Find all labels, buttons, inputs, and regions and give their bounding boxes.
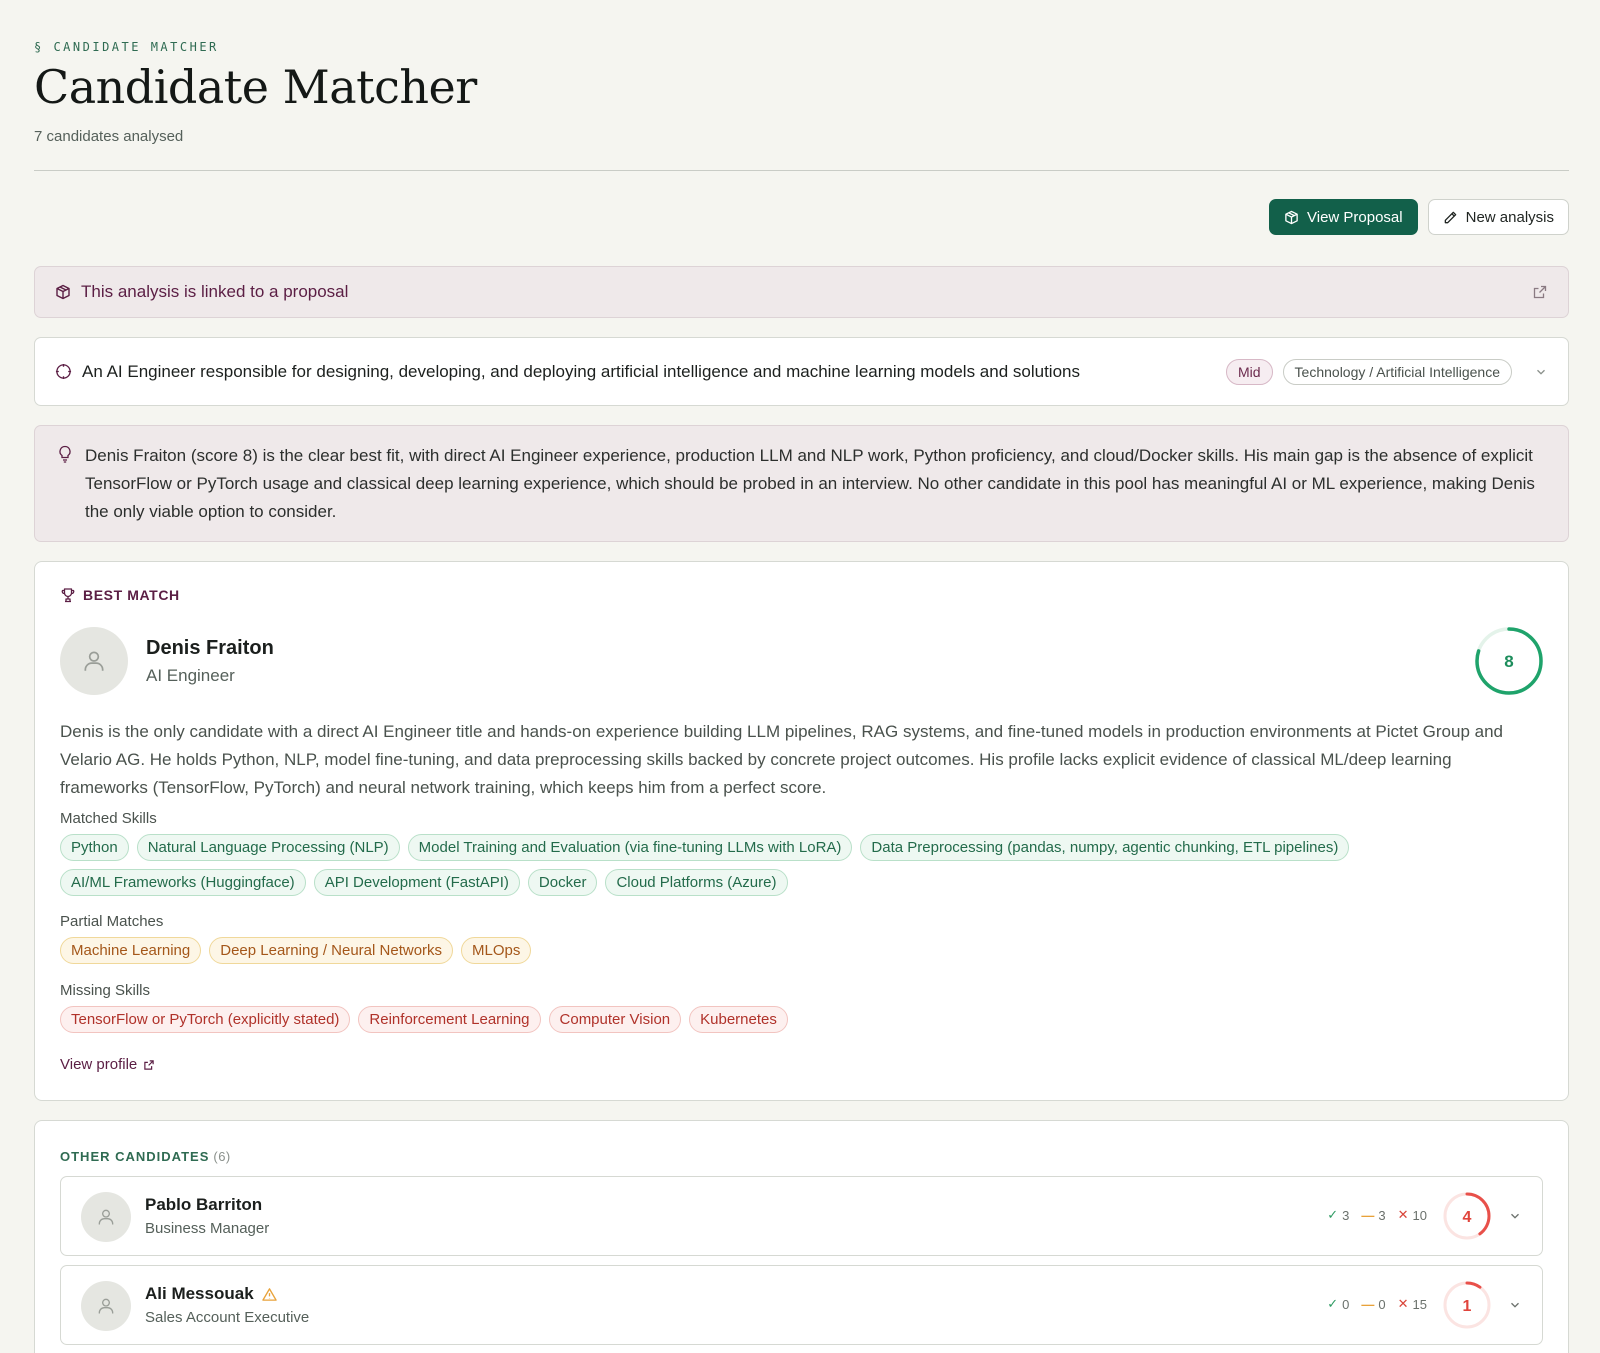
skill-tag: Kubernetes: [689, 1006, 788, 1033]
avatar: [81, 1281, 131, 1331]
user-icon: [96, 1207, 116, 1227]
eyebrow: § CANDIDATE MATCHER: [34, 40, 219, 54]
candidate-name: [145, 1284, 277, 1304]
skill-tag: TensorFlow or PyTorch (explicitly stated): [60, 1006, 350, 1033]
dash-icon: —: [1361, 1207, 1375, 1223]
score-value: 4: [1462, 1209, 1472, 1226]
job-description: An AI Engineer responsible for designing, developing, and deploying artificial intelligence and machine learning models and solutions: [82, 361, 1080, 381]
score-ring: [1442, 1191, 1492, 1241]
skill-tag: AI/ML Frameworks (Huggingface): [60, 869, 306, 896]
candidate-role: Business Manager: [145, 1220, 270, 1237]
proposal-banner-text: This analysis is linked to a proposal: [81, 282, 349, 301]
score-value: 8: [1504, 652, 1514, 671]
dash-icon: —: [1361, 1296, 1375, 1312]
skill-tag: Reinforcement Learning: [358, 1006, 540, 1033]
job-description-bar[interactable]: [34, 337, 1569, 406]
matched-skills-list: [60, 834, 1540, 896]
x-icon: ✕: [1397, 1207, 1409, 1222]
score-ring: [1474, 626, 1544, 696]
missing-skills-label: Missing Skills: [60, 982, 151, 999]
new-analysis-button[interactable]: [1428, 199, 1569, 235]
avatar: [60, 627, 128, 695]
candidate-row[interactable]: [60, 1265, 1543, 1345]
pencil-icon: [1443, 210, 1458, 225]
user-icon: [96, 1296, 116, 1316]
candidate-row[interactable]: [60, 1176, 1543, 1256]
package-icon: [1284, 210, 1299, 225]
skill-tag: Model Training and Evaluation (via fine-tuning LLMs with LoRA): [408, 834, 853, 861]
check-icon: ✓: [1327, 1207, 1339, 1222]
proposal-banner[interactable]: [34, 266, 1569, 318]
package-icon: [55, 284, 71, 300]
view-profile-link[interactable]: [60, 1056, 155, 1073]
skill-tag: Data Preprocessing (pandas, numpy, agentic chunking, ETL pipelines): [860, 834, 1349, 861]
matched-count-value: 0: [1342, 1296, 1350, 1312]
partial-count: [1361, 1296, 1385, 1312]
industry-badge: Technology / Artificial Intelligence: [1283, 359, 1512, 385]
warning-icon: [262, 1287, 277, 1302]
avatar: [81, 1192, 131, 1242]
target-icon: [55, 363, 72, 380]
skill-tag: Machine Learning: [60, 937, 201, 964]
matched-count: [1327, 1207, 1349, 1223]
chevron-down-icon[interactable]: [1508, 1209, 1522, 1223]
candidate-name: Denis Fraiton: [146, 637, 274, 659]
skill-tag: Cloud Platforms (Azure): [605, 869, 787, 896]
skill-tag: Natural Language Processing (NLP): [137, 834, 400, 861]
lightbulb-icon: [57, 445, 73, 463]
partial-matches-label: Partial Matches: [60, 913, 164, 930]
view-proposal-button[interactable]: [1269, 199, 1418, 235]
summary-text: Denis Fraiton (score 8) is the clear best fit, with direct AI Engineer experience, production LLM and NLP work, Python proficiency, and cloud/Docker skills. His main gap is the absence of explicit TensorFlow or PyTorch usage and classical deep learning experience, which should be probed in an interview. No other candidate in this pool has meaningful AI or ML experience, making Denis the only viable option to consider.: [85, 446, 1535, 521]
candidate-name-text: Ali Messouak: [145, 1284, 254, 1303]
page-title: Candidate Matcher: [34, 60, 477, 114]
matched-skills-label: Matched Skills: [60, 810, 157, 827]
skill-tag: Docker: [528, 869, 598, 896]
view-profile-label: View profile: [60, 1056, 138, 1073]
best-match-card: [34, 561, 1569, 1101]
candidate-role: Sales Account Executive: [145, 1309, 310, 1326]
candidates-count: 7 candidates analysed: [34, 128, 184, 145]
external-link-icon: [143, 1059, 155, 1071]
candidate-description: Denis is the only candidate with a direct AI Engineer title and hands-on experience building LLM pipelines, RAG systems, and fine-tuned models in production environments at Pictet Group and Velario AG. He holds Python, NLP, model fine-tuning, and data preprocessing skills backed by concrete project outcomes. His profile lacks explicit evidence of classical ML/deep learning frameworks (TensorFlow, PyTorch) and neural network training, which keeps him from a perfect score.: [60, 722, 1503, 797]
partial-count-value: 3: [1378, 1207, 1386, 1223]
skill-stats: [1327, 1296, 1427, 1312]
other-candidates-label-text: OTHER CANDIDATES: [60, 1149, 210, 1164]
partial-matches-list: [60, 937, 1540, 964]
missing-skills-list: [60, 1006, 1540, 1033]
chevron-down-icon[interactable]: [1534, 365, 1548, 379]
x-icon: ✕: [1397, 1296, 1409, 1311]
candidate-name-text: Pablo Barriton: [145, 1195, 263, 1214]
skill-tag: Computer Vision: [549, 1006, 682, 1033]
chevron-down-icon[interactable]: [1508, 1298, 1522, 1312]
external-link-icon[interactable]: [1532, 284, 1548, 300]
other-candidates-label: [60, 1149, 231, 1164]
other-candidates-card: [34, 1120, 1569, 1353]
score-value: 1: [1462, 1298, 1472, 1315]
best-match-label: [60, 587, 180, 603]
other-candidates-count: (6): [213, 1149, 231, 1164]
candidate-name: [145, 1195, 262, 1215]
partial-count-value: 0: [1378, 1296, 1386, 1312]
missing-count-value: 15: [1412, 1296, 1427, 1312]
matched-count: [1327, 1296, 1349, 1312]
trophy-icon: [60, 587, 76, 603]
check-icon: ✓: [1327, 1296, 1339, 1311]
level-badge: Mid: [1226, 359, 1273, 385]
partial-count: [1361, 1207, 1385, 1223]
skill-tag: Deep Learning / Neural Networks: [209, 937, 453, 964]
best-match-label-text: BEST MATCH: [83, 587, 180, 603]
skill-stats: [1327, 1207, 1427, 1223]
score-ring: [1442, 1280, 1492, 1330]
action-bar: [1269, 199, 1569, 235]
new-analysis-label: New analysis: [1465, 208, 1554, 226]
matched-count-value: 3: [1342, 1207, 1350, 1223]
header-divider: [34, 170, 1569, 171]
candidate-role: AI Engineer: [146, 666, 235, 685]
missing-count-value: 10: [1412, 1207, 1427, 1223]
skill-tag: API Development (FastAPI): [314, 869, 520, 896]
analysis-summary: [34, 425, 1569, 542]
missing-count: [1398, 1296, 1427, 1312]
missing-count: [1398, 1207, 1427, 1223]
skill-tag: Python: [60, 834, 129, 861]
user-icon: [81, 648, 107, 674]
skill-tag: MLOps: [461, 937, 531, 964]
view-proposal-label: View Proposal: [1307, 208, 1403, 226]
